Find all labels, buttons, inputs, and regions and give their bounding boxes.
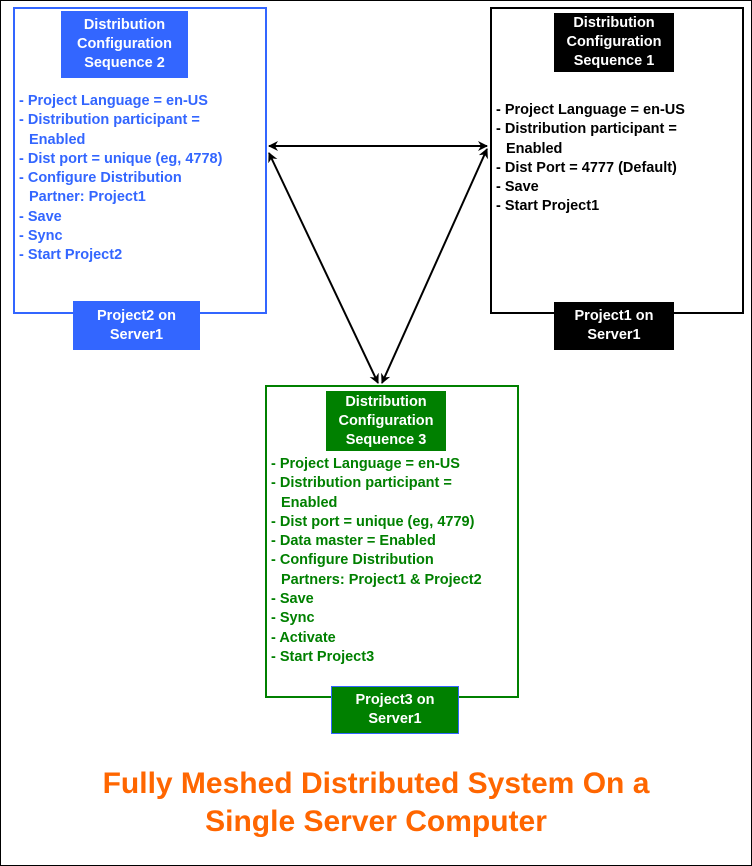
list-item: - Save [496,179,539,196]
list-item: - Project Language = en-US [19,93,208,109]
list-item: - Dist port = unique (eg, 4778) [19,150,223,167]
project3-steps [271,455,482,667]
list-item: - Distribution participant = Enabled [496,121,677,157]
project2-steps [19,92,222,266]
list-item: - Start Project2 [19,247,123,264]
list-item: - Save [19,208,62,225]
project1-label: Project1 on Server1 [554,302,674,350]
list-item: - Activate [271,629,336,646]
arrow-project2-project3 [269,153,378,383]
project3-header: Distribution Configuration Sequence 3 [326,391,446,451]
project2-label: Project2 on Server1 [73,301,200,350]
project1-header: Distribution Configuration Sequence 1 [554,13,674,72]
list-item: - Configure Distribution Partner: Project1 [19,170,182,206]
list-item: - Start Project1 [496,198,600,215]
list-item: - Project Language = en-US [496,102,685,118]
list-item: - Configure Distribution Partners: Project1 & Project2 [271,552,482,588]
list-item: - Data master = Enabled [271,533,436,550]
arrow-project1-project3 [382,149,487,383]
list-item: - Dist port = unique (eg, 4779) [271,513,475,530]
list-item: - Distribution participant = Enabled [271,475,452,511]
list-item: - Start Project3 [271,648,375,665]
diagram-title: Fully Meshed Distributed System On a Single Server Computer [102,767,650,838]
list-item: - Distribution participant = Enabled [19,112,200,148]
list-item: - Save [271,591,314,608]
project1-steps [496,101,685,217]
list-item: - Dist Port = 4777 (Default) [496,159,677,176]
list-item: - Sync [19,228,63,245]
project3-label: Project3 on Server1 [331,686,459,734]
list-item: - Sync [271,610,315,627]
list-item: - Project Language = en-US [271,456,460,472]
project2-header: Distribution Configuration Sequence 2 [61,11,188,78]
